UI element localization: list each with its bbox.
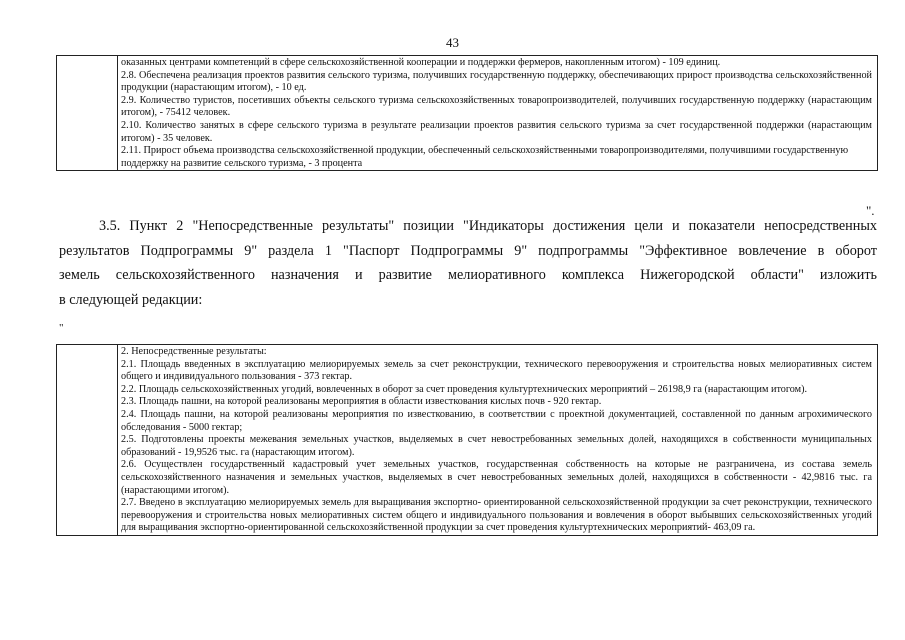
table-paragraph: оказанных центрами компетенций в сфере сельскохозяйственной кооперации и поддержки фермеров, накопленным итогом) - 109 единиц. — [121, 57, 721, 68]
table-paragraph: 2.3. Площадь пашни, на которой реализованы мероприятия в области известкования кислых почв - 920 гектар. — [121, 396, 602, 408]
table-right-cell — [118, 56, 878, 171]
table-paragraph: 2.11. Прирост объема производства сельскохозяйственной продукции, обеспеченный сельскохозяйственными товаропроизводителями, получившими государственную поддержку на развитие сельского туризма, - 3 процента — [121, 145, 849, 169]
table-paragraph: 2.10. Количество занятых в сфере сельского туризма в результате реализации проектов развития сельского туризма за счет государственной поддержки (нарастающим итогом) - 35 человек. — [121, 119, 872, 144]
opening-quote: " — [59, 322, 64, 334]
page-number: 43 — [446, 35, 459, 50]
table-paragraph: 2.8. Обеспечена реализация проектов развития сельского туризма, получивших государственную поддержку, обеспечивающих прирост производства сельскохозяйственной продукции (нарастающим итогом), - 10 ед. — [121, 69, 872, 94]
paragraph-line: результатов Подпрограммы 9" раздела 1 "Паспорт Подпрограммы 9" подпрограммы "Эффективное вовлечение в оборот — [59, 242, 877, 259]
table-paragraph: 2.1. Площадь введенных в эксплуатацию мелиорируемых земель за счет реконструкции, технического перевооружения и строительства новых мелиоративных систем общего и индивидуального пользования - 373 гектар. — [121, 358, 872, 383]
paragraph-line: в следующей редакции: — [59, 291, 203, 308]
table-left-cell — [57, 56, 118, 171]
table-right-cell — [118, 345, 878, 536]
table-heading: 2. Непосредственные результаты: — [121, 346, 267, 357]
table-paragraph: 2.6. Осуществлен государственный кадастровый учет земельных участков, государственная собственность на которые не разграничена, из состава земель сельскохозяйственного назначения и земельных участков, выделяемых в счет невостребованных земельных долей, находящихся в собственности - 42,9816 тыс. га (нарастающими итогом). — [121, 459, 872, 496]
paragraph-line: земель сельскохозяйственного назначения и развитие мелиоративного комплекса Нижегородской области" изложить — [59, 267, 877, 283]
direct-results-table — [56, 344, 878, 536]
table-paragraph: 2.5. Подготовлены проекты межевания земельных участков, выделяемых в счет невостребованных земельных долей, находящихся в собственности муниципальных образований - 19,9526 тыс. га (нарастающим итогом). — [121, 434, 872, 458]
table-paragraph: 2.7. Введено в эксплуатацию мелиорируемых земель для выращивания экспортно- ориентированной сельскохозяйственной продукции за счет реконструкции, технического перевооружения и строительства новых мелиоративных систем общего и индивидуального пользования и вовлечения в оборот выбывших сельскохозяйственных угодий для выращивания экспортно-ориентированной сельскохозяйственной продукции за счет проведения культуртехнических мероприятий- 463,09 га. — [121, 497, 872, 534]
table-paragraph: 2.9. Количество туристов, посетивших объекты сельского туризма сельскохозяйственных товаропроизводителей, получивших государственную поддержку (нарастающим итогом), - 75412 человек. — [121, 94, 872, 119]
table-left-cell — [57, 345, 118, 536]
paragraph-line: 3.5. Пункт 2 "Непосредственные результаты" позиции "Индикаторы достижения цели и показатели непосредственных — [99, 218, 877, 234]
amendment-paragraph — [59, 214, 877, 312]
closing-quote: ". — [866, 203, 875, 218]
table-paragraph: 2.4. Площадь пашни, на которой реализованы мероприятия по известкованию, в соответствии с проектной документацией, составленной по данным агрохимического обследования - 5000 гектар; — [121, 408, 872, 433]
table-paragraph: 2.2. Площадь сельскохозяйственных угодий, вовлеченных в оборот за счет проведения культуртехнических мероприятий – 26198,9 га (нарастающим итогом). — [121, 383, 808, 395]
results-table-continued — [56, 55, 878, 171]
